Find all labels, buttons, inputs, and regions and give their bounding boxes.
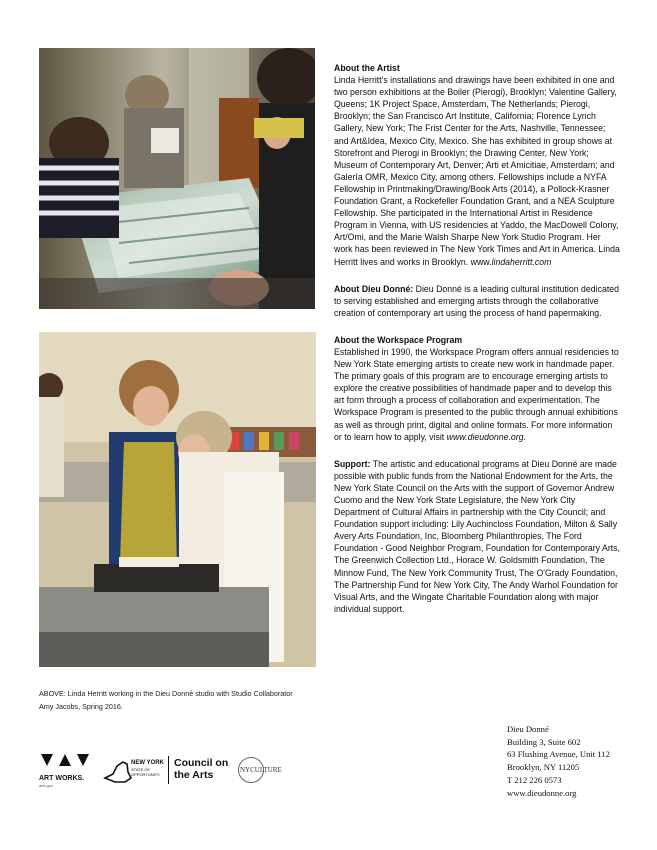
org-name: Dieu Donné [507, 724, 549, 734]
nys-state-of-text: STATE OF [131, 767, 150, 772]
nyculture-text: NYCULTURE [240, 766, 282, 774]
photo-caption [39, 687, 339, 713]
studio-photo-top [39, 48, 315, 309]
nys-logo [103, 754, 173, 790]
workspace-section [334, 334, 620, 443]
about-dieu-donne-heading: About Dieu Donné: [334, 283, 414, 294]
website-link[interactable]: www.dieudonne.org [507, 787, 577, 798]
art-works-text: ART WORKS. [39, 775, 85, 782]
nys-title-text: NEW YORK [131, 760, 164, 766]
caption-line-2: Amy Jacobs, Spring 2016. [39, 702, 123, 711]
arts-gov-text: arts.gov [39, 783, 54, 788]
council-line-2: the Arts [174, 769, 214, 781]
council-line-1: Council on [174, 757, 229, 769]
dieudonne-website-link[interactable]: www.dieudonne.org [446, 431, 524, 442]
about-artist-section [334, 62, 620, 268]
council-on-the-arts-logo [174, 757, 228, 781]
sponsor-logos [39, 752, 299, 792]
workspace-text: Established in 1990, the Workspace Program offers annual residencies to New York State emerging artists to create new work in handmade paper. The primary goals of this program are to encourage emerging artists to explore the creative possibilities of handmade paper and to develop this art form through a process of collaboration and experimentation. The Workspace Program is presented to the public through annual exhibitions as well as through print, digital and online formats. For more information or to learn how to apply, visit [334, 346, 619, 442]
support-body [334, 458, 620, 615]
studio-photo-bottom-image [39, 332, 316, 667]
about-dieu-donne-section [334, 283, 620, 319]
phone-number: T 212 226 0573 [507, 774, 562, 785]
nea-triangles-icon [39, 754, 91, 768]
about-dieu-donne-text: Dieu Donné is a leading cultural institution dedicated to serving established and emerging artists through the collaborative creation of contemporary art using the process of hand papermaking. [334, 283, 619, 318]
about-dieu-donne-body [334, 283, 620, 319]
contact-address [507, 723, 610, 799]
support-section [334, 458, 620, 615]
nea-art-works-logo [39, 754, 91, 790]
support-text: The artistic and educational programs at Dieu Donné are made possible with public funds from the National Endowment for the Arts, the New York State Council on the Arts with the support of Governor Andrew Cuomo and the New York State Legislature, the New York City Department of Cultural Affairs in partnership with the City Council; and Foundation support including: Lily Auchincloss Foundation, Milton & Sally Avery Arts Foundation, Inc, Bloomberg Philanthropies, The Ford Foundation - Good Neighbor Program, Foundation for Contemporary Arts, The Greenwich Collection Ltd., Horace W. Goldsmith Foundation, The Minnow Fund, The New York Community Trust, The O'Grady Foundation, The Partnership Fund for New York City, The Andy Warhol Foundation for Visual Arts, and the Wingate Charitable Foundation along with major individual support. [334, 458, 620, 614]
nyculture-logo [237, 756, 282, 784]
studio-photo-top-image [39, 48, 315, 309]
address-line-1: Building 3, Suite 602 [507, 736, 581, 747]
workspace-heading: About the Workspace Program [334, 334, 463, 345]
about-artist-text: Linda Herritt's installations and drawings have been exhibited in one and two person exhibitions at the Boiler (Pierogi), Brooklyn; Valentine Gallery, Queens; 1K Project Space, Amsterdam, The Netherlands; Pierogi, Brooklyn; the San Francisco Art Institute, California; Florence Lynch Gallery, New York; The Frist Center for the Arts, Nashville, Tennessee; and Art&Idea, Mexico City, Mexico. She has exhibited in group shows at Storefront and Pierogi in Brooklyn; the Drawing Center, New York; Museum of Contemporary Art, Denver; Arti et Amicitiae, Amsterdam; and Galería OMR, Mexico City, among others. Fellowships include a NYFA Fellowship in Printmaking/Drawing/Book Arts (2014), a Pollock-Krasner Foundation Grant, a Rockefeller Foundation Grant, and a NEA Sculpture Fellowship. She participated in the International Artist in Residence Program in Vienna, with US residencies at Yaddo, the MacDowell Colony, Art/Omi, and the Marie Walsh Sharpe New York Studio Program. Her work has been reviewed in The New York Times and Art in America. Linda Herritt lives and works in Brooklyn. www. [334, 75, 620, 267]
about-artist-heading: About the Artist [334, 63, 400, 73]
workspace-tail: . [523, 431, 526, 442]
nys-opportunity-text: OPPORTUNITY. [131, 772, 161, 777]
artist-website-link[interactable]: lindaherritt.com [491, 256, 552, 267]
workspace-body [334, 346, 620, 443]
new-york-state-map-icon [103, 758, 133, 786]
address-line-3: Brooklyn, NY 11205 [507, 762, 580, 773]
address-line-2: 63 Flushing Avenue, Unit 112 [507, 749, 610, 760]
caption-line-1: ABOVE: Linda Herritt working in the Dieu Donné studio with Studio Collaborator [39, 689, 293, 698]
logo-divider [168, 756, 169, 784]
text-column [334, 62, 620, 630]
studio-photo-bottom [39, 332, 316, 667]
about-artist-body [334, 74, 620, 268]
support-heading: Support: [334, 458, 371, 469]
